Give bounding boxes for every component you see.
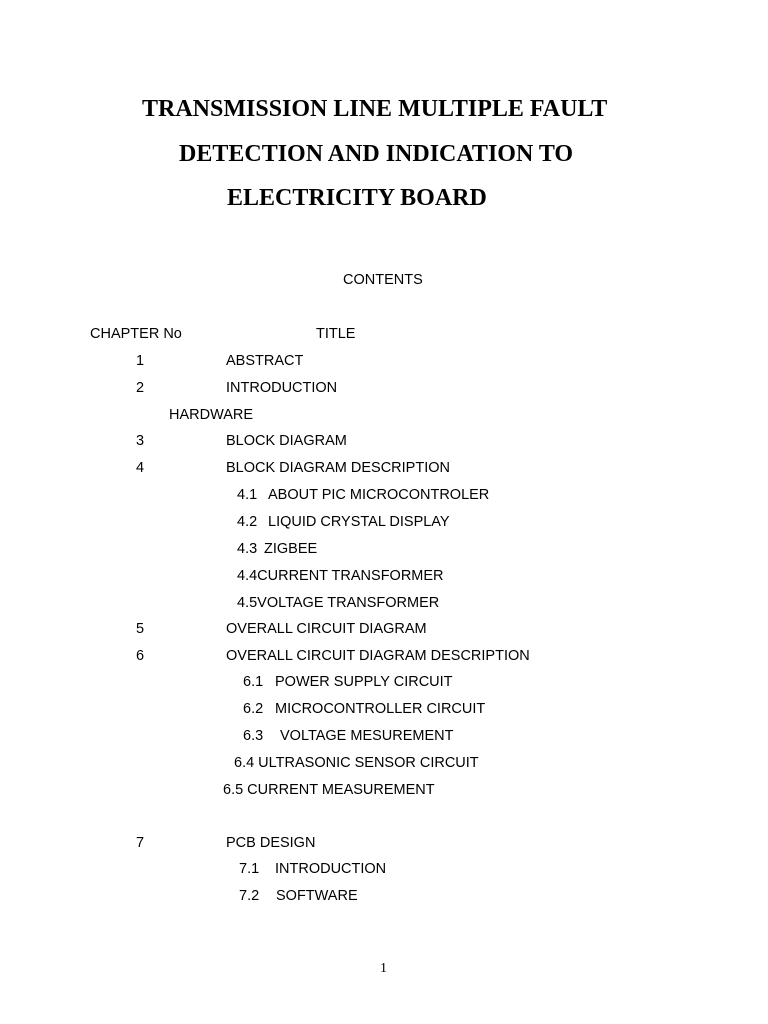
toc-title-7-1: INTRODUCTION bbox=[275, 861, 387, 877]
toc-title-6-2: MICROCONTROLLER CIRCUIT bbox=[275, 701, 486, 717]
title-line-2: DETECTION AND INDICATION TO bbox=[179, 141, 574, 167]
toc-number-7: 7 bbox=[136, 835, 145, 851]
toc-number-6-3: 6.3 bbox=[243, 728, 264, 744]
toc-title-4-1: ABOUT PIC MICROCONTROLER bbox=[268, 487, 490, 503]
toc-title-7: PCB DESIGN bbox=[226, 835, 316, 851]
toc-number-6: 6 bbox=[136, 648, 145, 664]
toc-number-3: 3 bbox=[136, 433, 145, 449]
toc-title-6-3: VOLTAGE MESUREMENT bbox=[280, 728, 454, 744]
title-line-1: TRANSMISSION LINE MULTIPLE FAULT bbox=[142, 96, 608, 122]
toc-entry-4-4: 4.4CURRENT TRANSFORMER bbox=[237, 568, 444, 584]
toc-number-4-3: 4.3 bbox=[237, 541, 258, 557]
toc-title-5: OVERALL CIRCUIT DIAGRAM bbox=[226, 621, 427, 637]
toc-number-6-2: 6.2 bbox=[243, 701, 264, 717]
toc-number-5: 5 bbox=[136, 621, 145, 637]
toc-title-4: BLOCK DIAGRAM DESCRIPTION bbox=[226, 460, 450, 476]
section-hardware: HARDWARE bbox=[169, 407, 254, 423]
contents-heading: CONTENTS bbox=[343, 272, 423, 288]
toc-entry-6-5: 6.5 CURRENT MEASUREMENT bbox=[223, 782, 435, 798]
toc-title-1: ABSTRACT bbox=[226, 353, 304, 369]
toc-entry-6-4: 6.4 ULTRASONIC SENSOR CIRCUIT bbox=[234, 755, 479, 771]
toc-number-4: 4 bbox=[136, 460, 145, 476]
toc-number-6-1: 6.1 bbox=[243, 674, 264, 690]
toc-title-2: INTRODUCTION bbox=[226, 380, 338, 396]
toc-number-2: 2 bbox=[136, 380, 145, 396]
title-line-3: ELECTRICITY BOARD bbox=[227, 185, 487, 211]
toc-number-4-2: 4.2 bbox=[237, 514, 258, 530]
toc-title-4-2: LIQUID CRYSTAL DISPLAY bbox=[268, 514, 450, 530]
toc-number-4-1: 4.1 bbox=[237, 487, 258, 503]
page-number: 1 bbox=[380, 961, 387, 976]
column-title-header: TITLE bbox=[316, 326, 356, 342]
toc-entry-4-5: 4.5VOLTAGE TRANSFORMER bbox=[237, 595, 440, 611]
toc-title-7-2: SOFTWARE bbox=[276, 888, 358, 904]
toc-number-7-2: 7.2 bbox=[239, 888, 260, 904]
toc-number-1: 1 bbox=[136, 353, 145, 369]
column-chapter-header: CHAPTER No bbox=[90, 326, 182, 342]
toc-title-3: BLOCK DIAGRAM bbox=[226, 433, 347, 449]
toc-title-4-3: ZIGBEE bbox=[264, 541, 318, 557]
toc-title-6-1: POWER SUPPLY CIRCUIT bbox=[275, 674, 453, 690]
toc-number-7-1: 7.1 bbox=[239, 861, 260, 877]
toc-title-6: OVERALL CIRCUIT DIAGRAM DESCRIPTION bbox=[226, 648, 530, 664]
